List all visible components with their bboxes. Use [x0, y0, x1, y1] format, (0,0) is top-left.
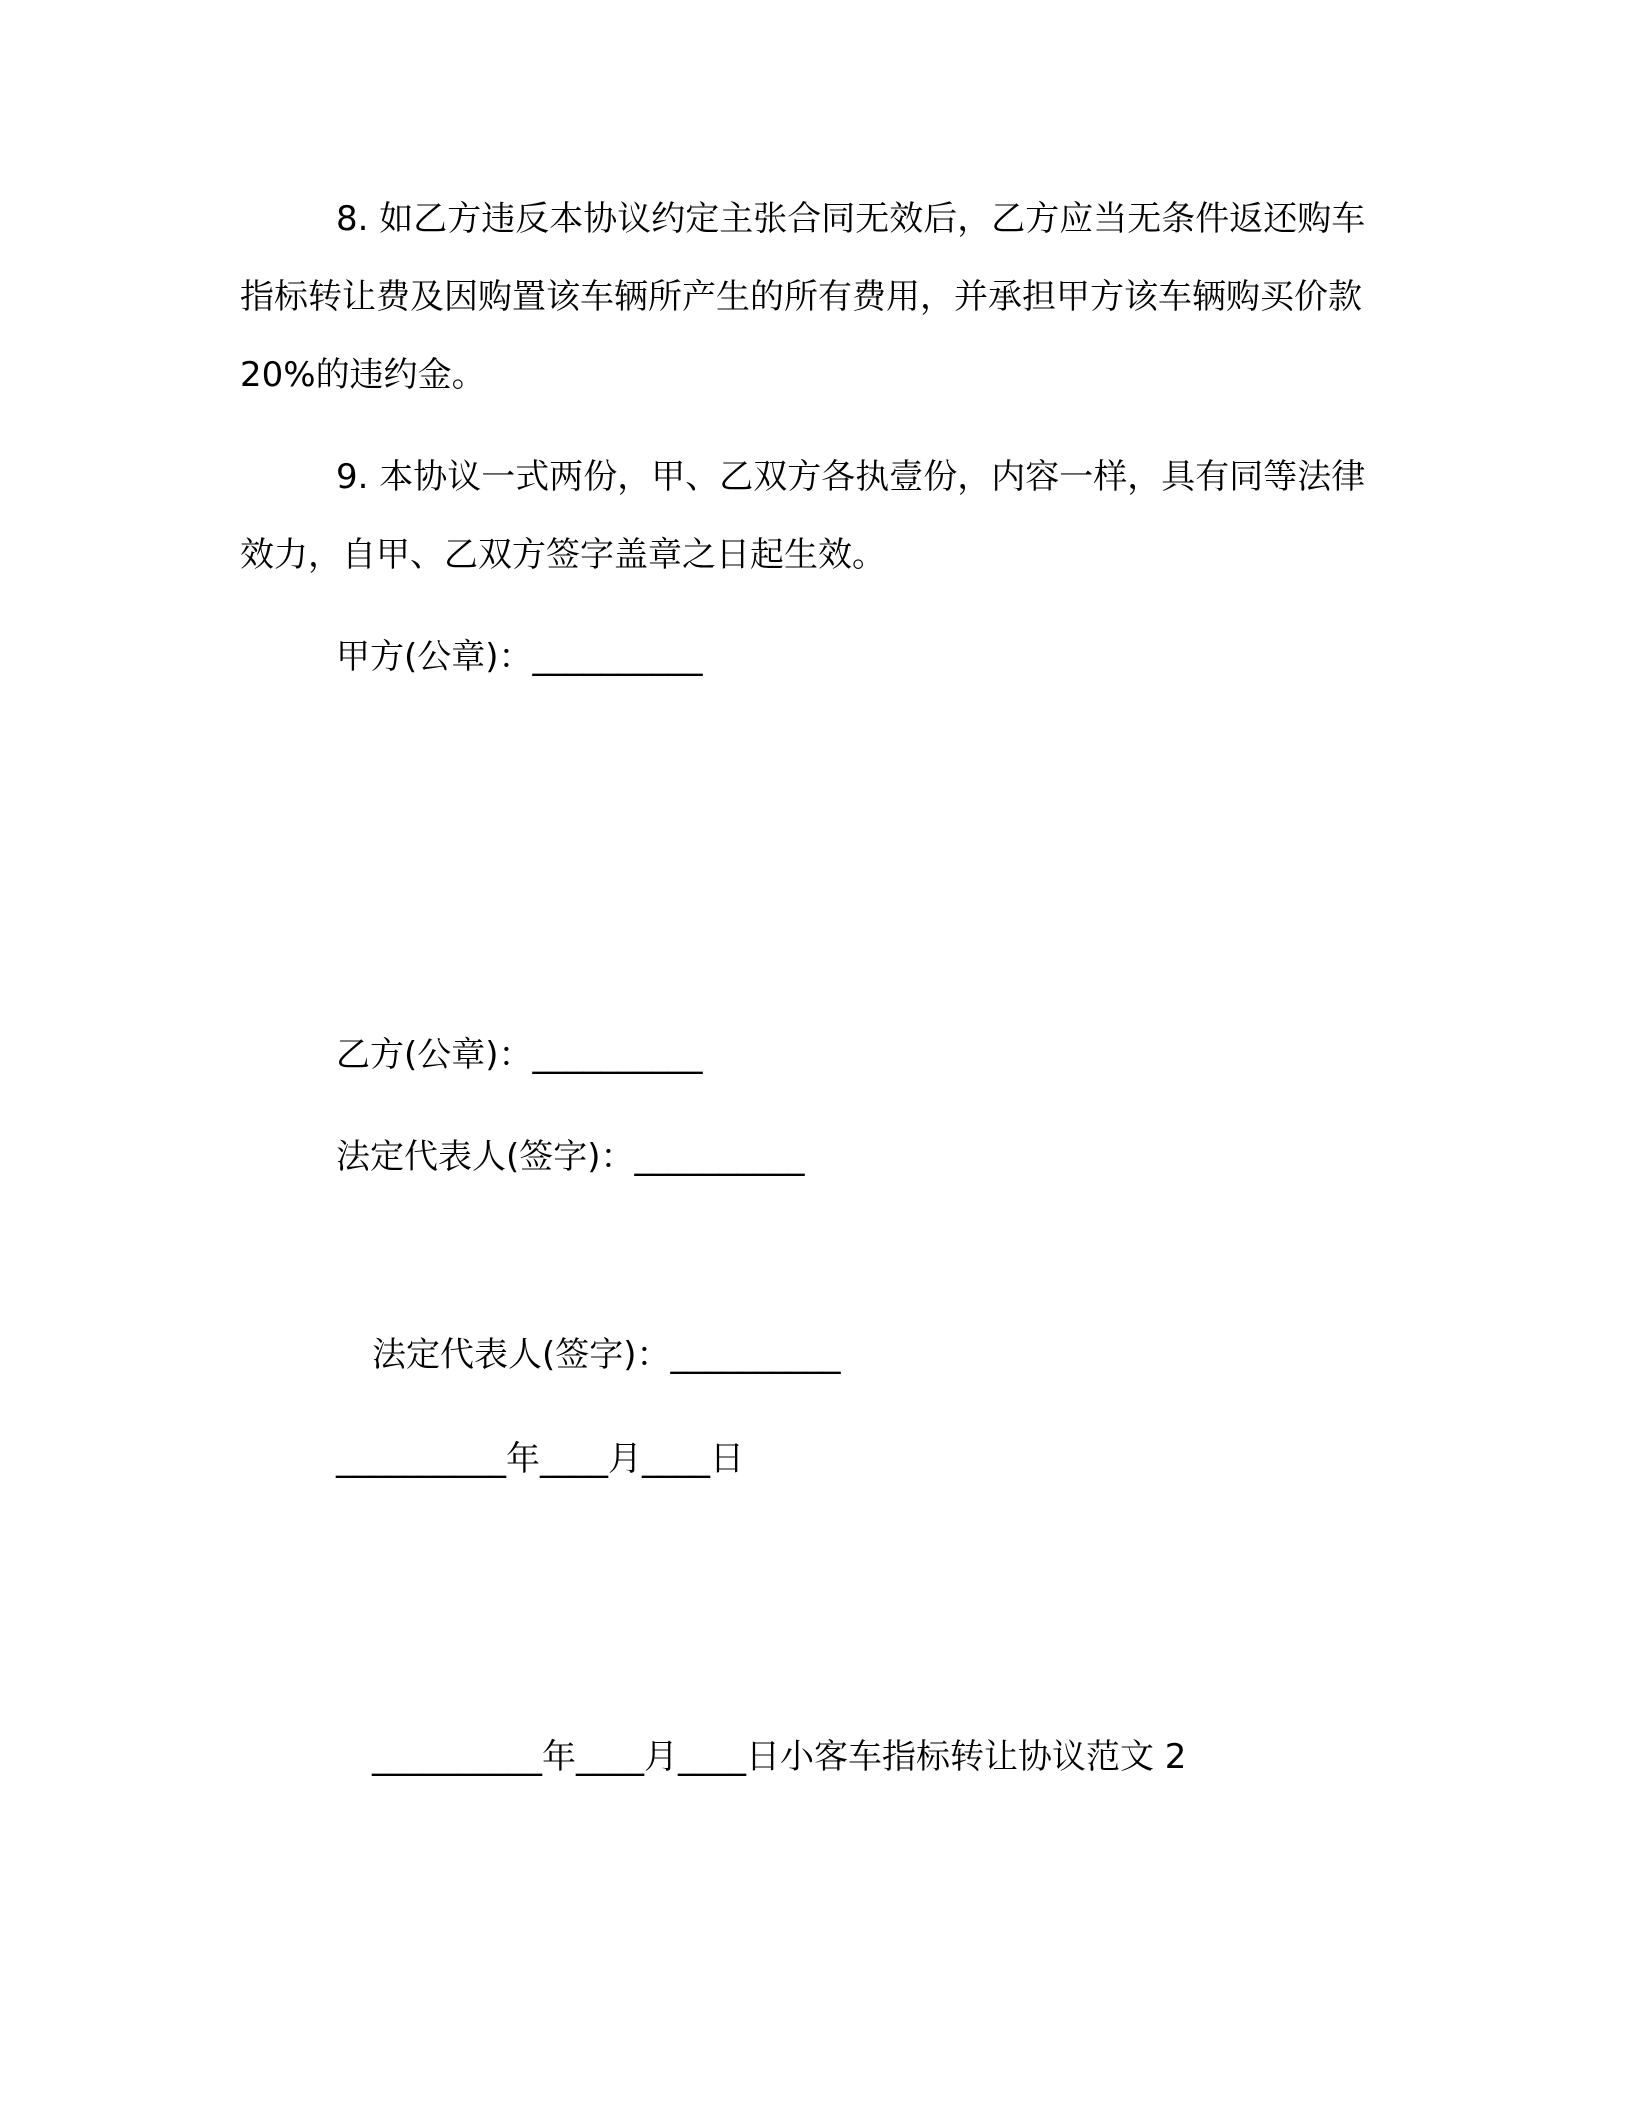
party-a-seal-line: 甲方(公章)：__________ [336, 637, 703, 677]
clause-9-paragraph: 9. 本协议一式两份，甲、乙双方各执壹份，内容一样，具有同等法律效力，自甲、乙双方签字盖章之日起生效。 [240, 457, 1366, 575]
party-b-seal-line: 乙方(公章)：__________ [336, 1035, 703, 1075]
legal-representative-signature-line: 法定代表人(签字)：__________ [336, 1137, 805, 1177]
clause-8-paragraph: 8. 如乙方违反本协议约定主张合同无效后，乙方应当无条件返还购车指标转让费及因购置该车辆所产生的所有费用，并承担甲方该车辆购买价款 20%的违约金。 [240, 199, 1366, 395]
legal-representative-signature-line-2: 法定代表人(签字)：__________ [372, 1335, 841, 1375]
date-line: __________年____月____日 [336, 1439, 744, 1479]
date-line-with-heading: __________年____月____日小客车指标转让协议范文 2 [372, 1737, 1187, 1777]
